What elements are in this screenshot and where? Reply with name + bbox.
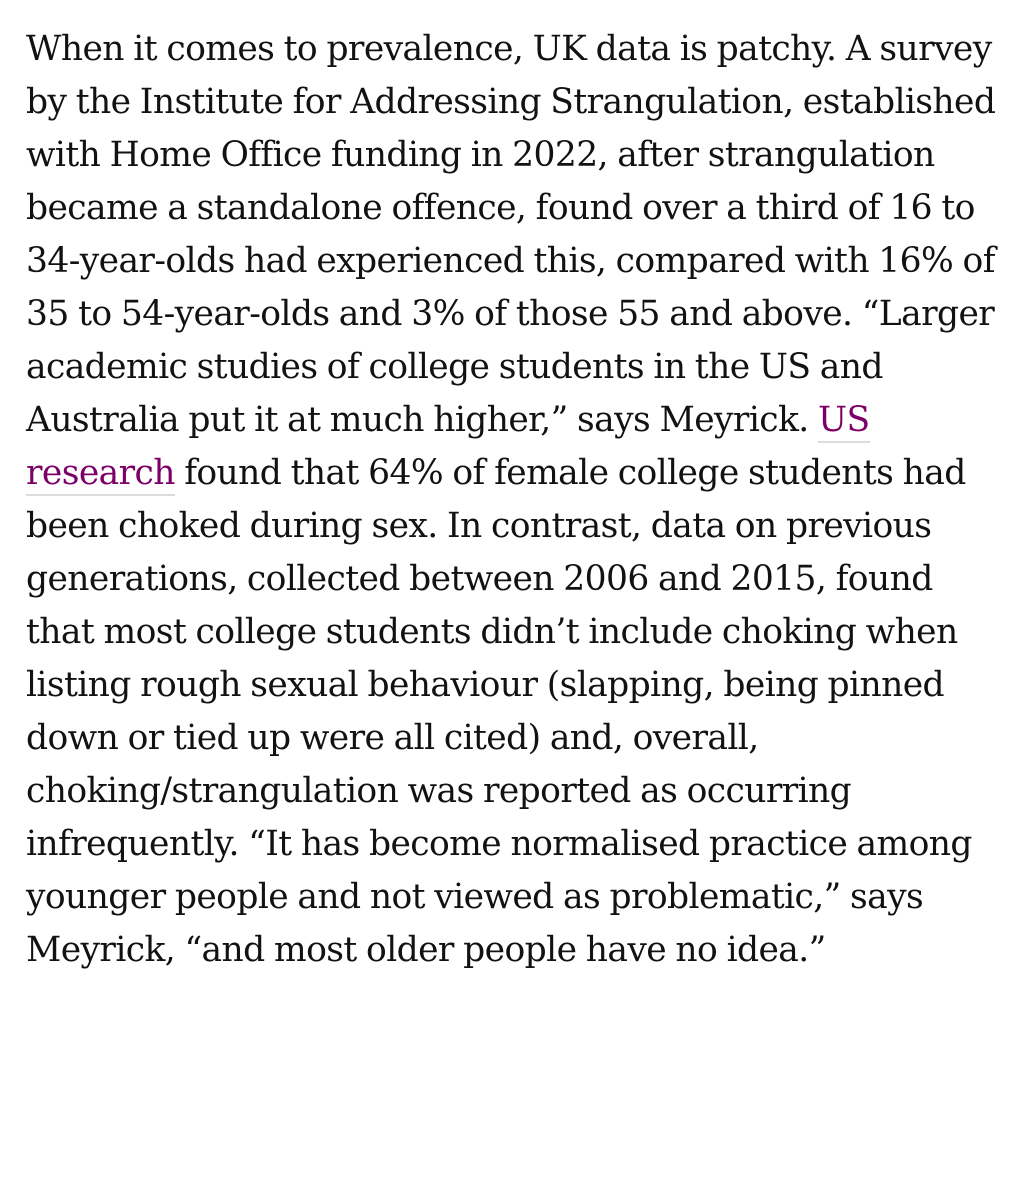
article-paragraph (26, 23, 1004, 977)
paragraph-text-before-link: When it comes to prevalence, UK data is patchy. A survey by the Institute for Addressing Strangulation, established with Home Office funding in 2022, after strangulation became a standalone offence, found over a third of 16 to 34-year-olds had experienced this, compared with 16% of 35 to 54-year-olds and 3% of those 55 and above. “Larger academic studies of college students in the US and Australia put it at much higher,” says Meyrick. (26, 29, 996, 440)
us-research-link[interactable]: US research (26, 400, 870, 496)
paragraph-text-after-link: found that 64% of female college students had been choked during sex. In contrast, data on previous generations, collected between 2006 and 2015, found that most college students didn’t include choking when listing rough sexual behaviour (slapping, being pinned down or tied up were all cited) and, overall, choking/strangulation was reported as occurring infrequently. “It has become normalised practice among younger people and not viewed as problematic,” says Meyrick, “and most older people have no idea.” (26, 453, 972, 970)
